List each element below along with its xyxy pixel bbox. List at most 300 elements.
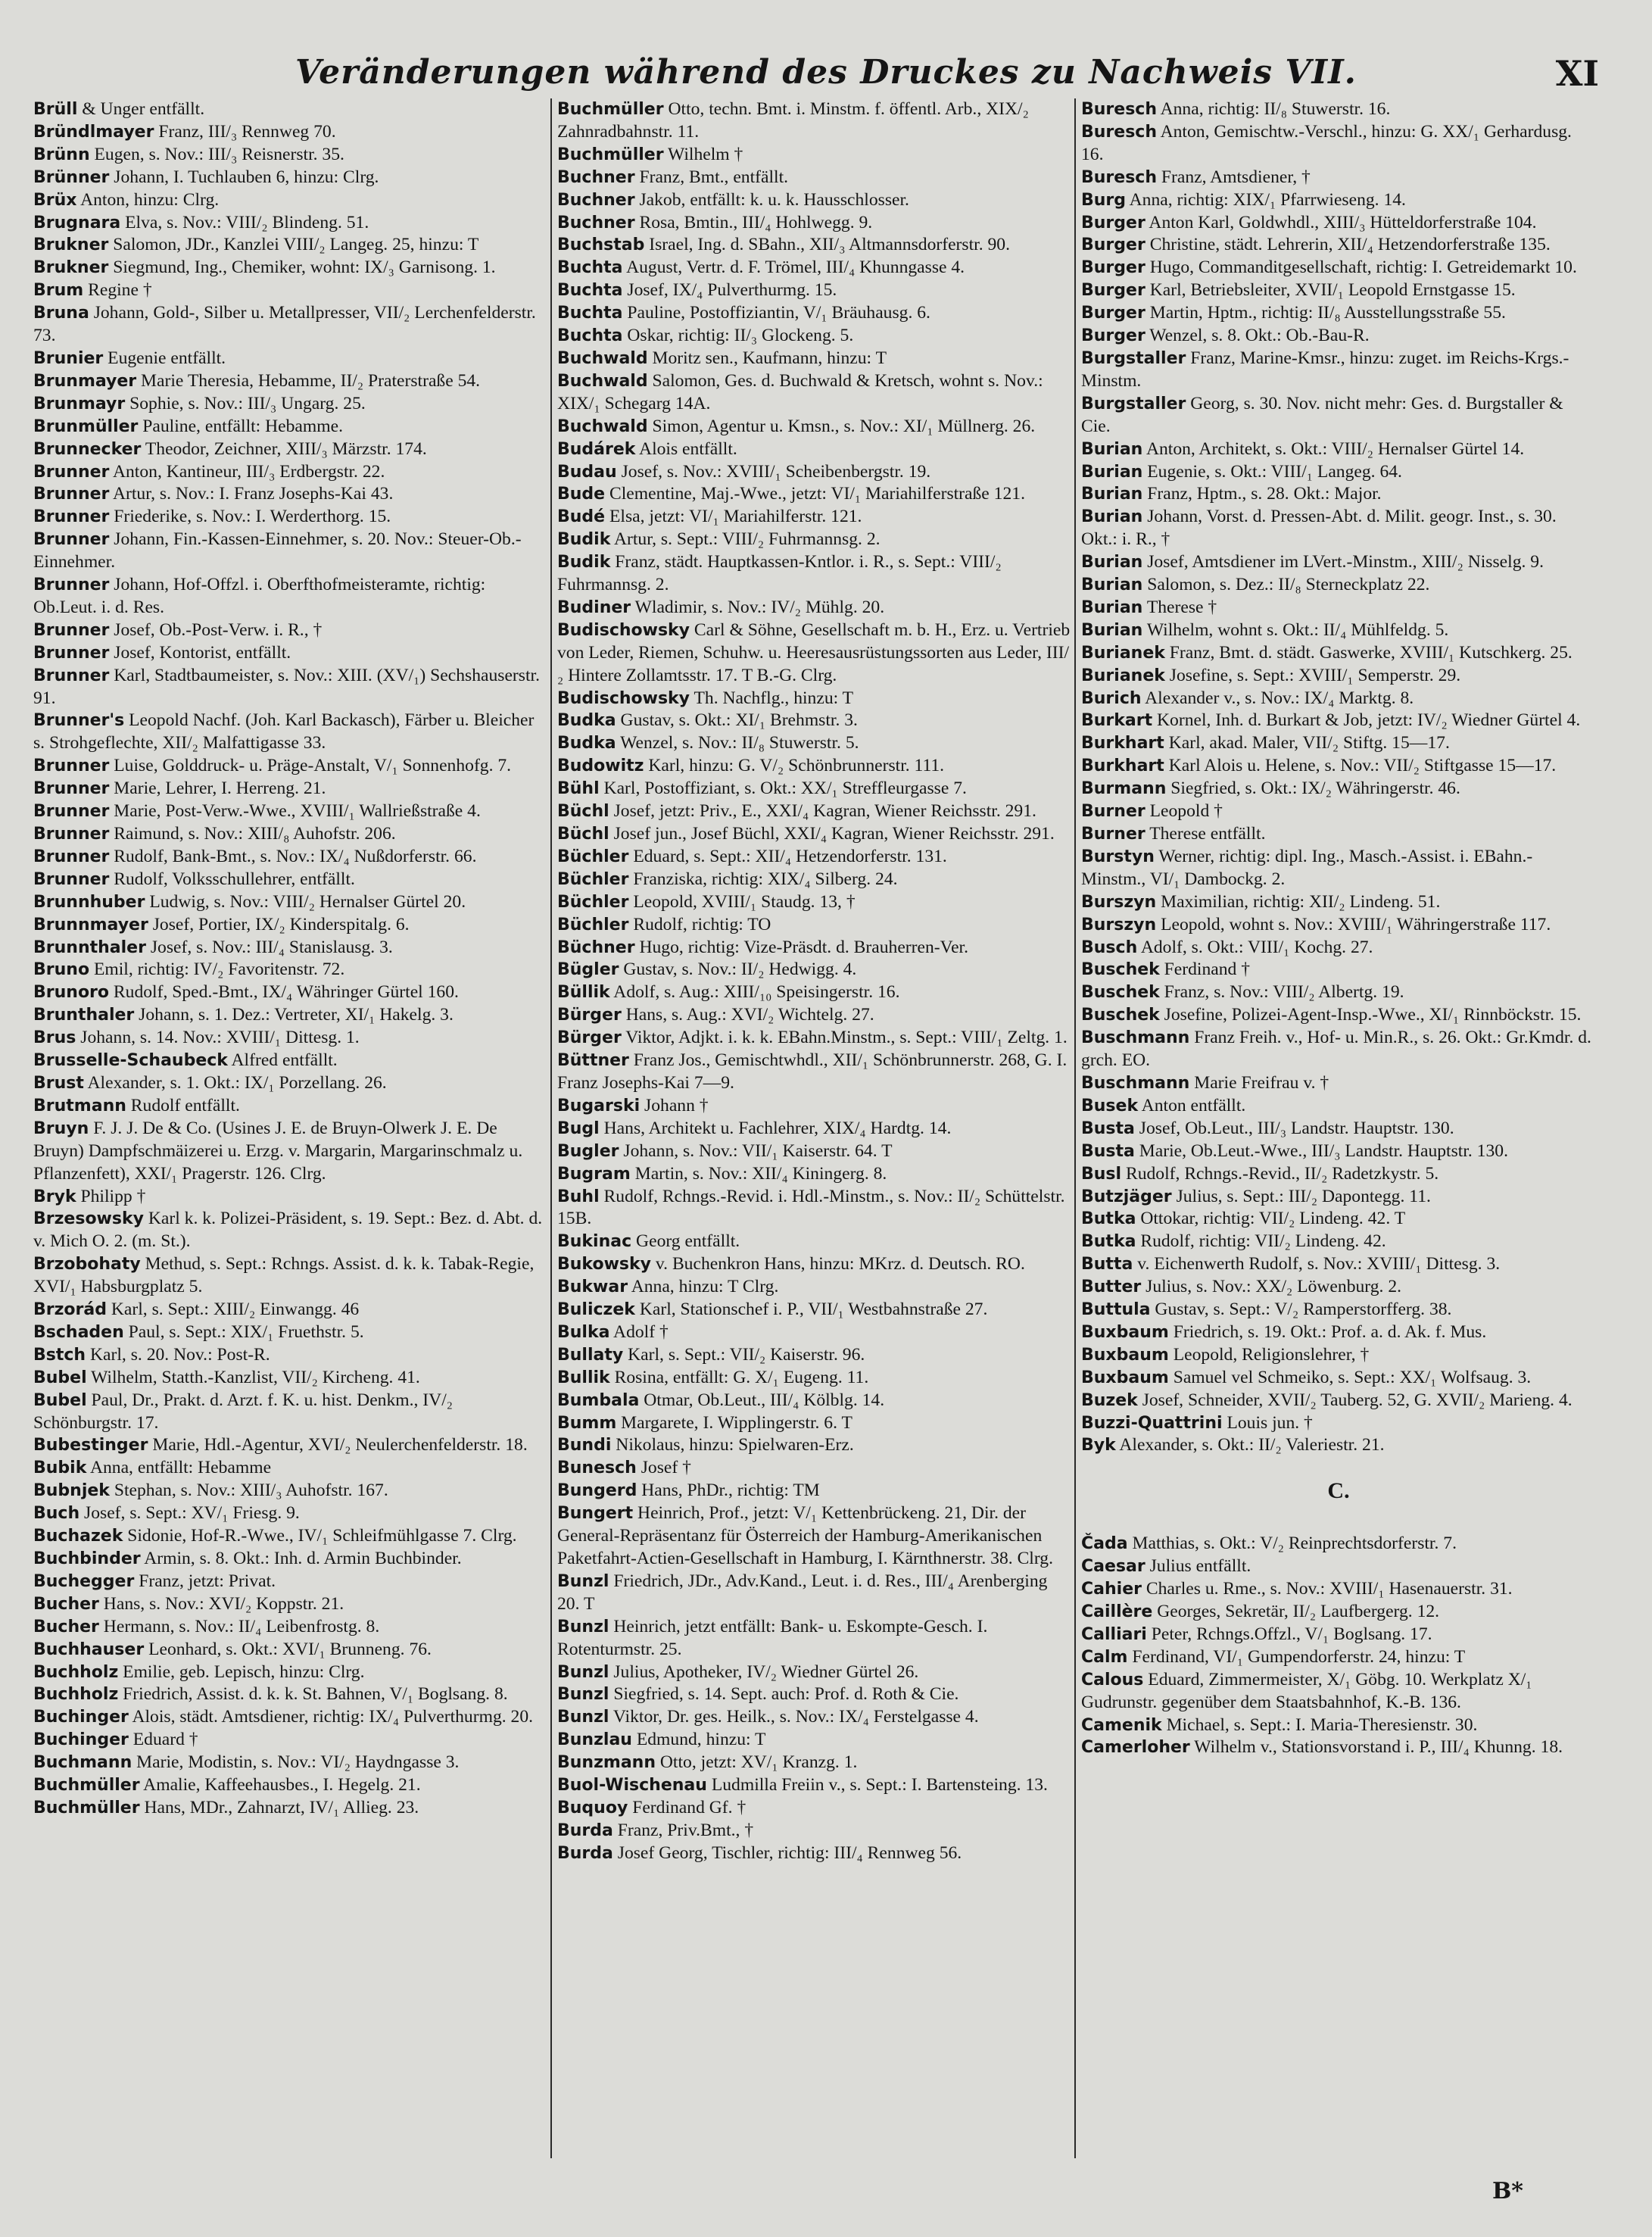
directory-entry (557, 370, 1072, 416)
entry-surname: Burszyn (1081, 892, 1157, 912)
entry-details: Adolf, s. Aug.: XIII/₁₀ Speisingerstr. 16. (609, 982, 900, 1003)
entry-surname: Brunner (33, 643, 110, 663)
entry-surname: Budischowsky (557, 620, 690, 640)
entry-details: Josef, Ob.Leut., III/₃ Landstr. Hauptstr. 130. (1134, 1118, 1454, 1138)
directory-entry (557, 1027, 1072, 1050)
entry-details: Hans, s. Nov.: XVI/₂ Koppstr. 21. (98, 1593, 344, 1614)
directory-entry (1081, 1299, 1596, 1321)
entry-surname: Bunzl (557, 1617, 609, 1636)
directory-entry (33, 279, 548, 302)
entry-surname: Budowitz (557, 757, 644, 776)
entry-surname: Buchbinder (33, 1549, 141, 1568)
directory-entry (33, 257, 548, 279)
entry-surname: Bukwar (557, 1278, 628, 1297)
directory-entry (557, 1390, 1072, 1412)
entry-details: Pauline, entfällt: Hebamme. (138, 416, 343, 436)
directory-entry (557, 257, 1072, 279)
entry-surname: Buchner (557, 213, 635, 232)
directory-entry (33, 1480, 548, 1502)
entry-details: Wenzel, s. 8. Okt.: Ob.-Bau-R. (1145, 326, 1370, 346)
entry-details: Ludmilla Freiin v., s. Sept.: I. Bartensteing. 13. (706, 1775, 1048, 1796)
entry-surname: Calous (1081, 1670, 1144, 1689)
entry-surname: Buchinger (33, 1730, 129, 1750)
entry-details: Luise, Golddruck- u. Präge-Anstalt, V/₁ Sonnenhofg. 7. (109, 756, 512, 776)
entry-surname: Burianek (1081, 666, 1165, 685)
entry-details: Karl Alois u. Helene, s. Nov.: VII/₂ Stiftgasse 15—17. (1164, 756, 1557, 776)
entry-details: Karl, Stationschef i. P., VII/₁ Westbahnstraße 27. (634, 1299, 988, 1320)
entry-surname: Buchta (557, 258, 623, 278)
entry-details: Adolf † (609, 1321, 669, 1342)
entry-surname: Bunzlau (557, 1730, 632, 1750)
entry-surname: Bügler (557, 960, 619, 980)
entry-surname: Buchmüller (33, 1798, 140, 1817)
entry-surname: Brugnara (33, 213, 121, 232)
entry-details: Eduard † (128, 1730, 198, 1750)
directory-entry (557, 1616, 1072, 1661)
directory-entry (1081, 800, 1596, 823)
column-2 (557, 98, 1072, 1865)
entry-surname: Brunnmayer (33, 915, 148, 934)
directory-entry (1081, 1533, 1596, 1555)
entry-surname: Bunesch (557, 1459, 637, 1478)
entry-details: Friedrich, Assist. d. k. k. St. Bahnen, V/₁ Boglsang. 8. (118, 1684, 508, 1705)
directory-entry (33, 234, 548, 257)
entry-details: Karl, hinzu: G. V/₂ Schönbrunnerstr. 111. (644, 756, 945, 776)
directory-entry (33, 619, 548, 642)
entry-surname: Burszyn (1081, 915, 1157, 934)
entry-surname: Butka (1081, 1209, 1136, 1229)
directory-entry (33, 642, 548, 665)
entry-details: Josef, Schneider, XVII/₂ Tauberg. 52, G. XVII/₂ Marieng. 4. (1137, 1390, 1573, 1410)
directory-entry (557, 823, 1072, 846)
entry-surname: Caillère (1081, 1602, 1153, 1621)
entry-details: Georg, s. 30. Nov. nicht mehr: Ges. d. Burgstaller & Cie. (1081, 393, 1563, 436)
entry-details: Eduard, Zimmermeister, X/₁ Göbg. 10. Werkplatz X/₁ Gudrunstr. gegenüber dem Staatsbahnhof, K.-B. 136. (1081, 1669, 1532, 1712)
entry-surname: Buchta (557, 281, 623, 301)
entry-details: Eduard, s. Sept.: XII/₄ Hetzendorferstr. 131. (628, 846, 947, 866)
directory-entry (33, 574, 548, 619)
directory-entry (557, 710, 1072, 732)
entry-surname: Brünner (33, 167, 110, 187)
directory-entry (557, 1706, 1072, 1729)
entry-details: Salomon, Ges. d. Buchwald & Kretsch, wohnt s. Nov.: XIX/₁ Schegarg 14A. (557, 370, 1043, 413)
directory-entry (1081, 1344, 1596, 1367)
entry-details: Josef, Kontorist, entfällt. (109, 642, 291, 663)
entry-details: Raimund, s. Nov.: XIII/₈ Auhofstr. 206. (109, 824, 396, 844)
entry-details: Wilhelm † (663, 144, 743, 164)
entry-surname: Buquoy (557, 1798, 628, 1817)
column-divider (550, 98, 552, 2158)
entry-details: Artur, s. Sept.: VIII/₂ Fuhrmannsg. 2. (610, 529, 881, 550)
entry-details: Rosina, entfällt: G. X/₁ Eugeng. 11. (609, 1367, 869, 1387)
entry-details: Franz, jetzt: Privat. (134, 1571, 276, 1591)
directory-entry (557, 1820, 1072, 1842)
directory-entry (557, 1412, 1072, 1435)
entry-details: Friedrich, s. 19. Okt.: Prof. a. d. Ak. f. Mus. (1168, 1321, 1487, 1342)
directory-entry (557, 914, 1072, 937)
directory-entry (1081, 234, 1596, 257)
entry-surname: Calm (1081, 1647, 1128, 1667)
entry-details: Clementine, Maj.-Wwe., jetzt: VI/₁ Mariahilferstraße 121. (605, 484, 1025, 504)
directory-entry (1081, 393, 1596, 438)
directory-entry (557, 732, 1072, 755)
directory-entry (1081, 1714, 1596, 1737)
directory-entry (1081, 778, 1596, 800)
entry-surname: Bugl (557, 1118, 600, 1138)
entry-details: Regine † (83, 280, 152, 301)
entry-surname: Bubel (33, 1390, 87, 1410)
directory-entry (33, 1774, 548, 1797)
directory-entry (1081, 1321, 1596, 1344)
entry-details: Alois entfällt. (635, 438, 737, 459)
directory-entry (557, 778, 1072, 800)
entry-details: Ludwig, s. Nov.: VIII/₂ Hernalser Gürtel 20. (145, 891, 466, 912)
entry-surname: Butka (1081, 1232, 1136, 1252)
directory-entry (1081, 710, 1596, 732)
entry-surname: Burger (1081, 213, 1145, 232)
entry-details: Anna, richtig: XIX/₁ Pfarrwieseng. 14. (1126, 189, 1406, 210)
directory-entry (557, 869, 1072, 891)
entry-details: Karl, s. 20. Nov.: Post-R. (86, 1344, 270, 1365)
directory-entry (557, 688, 1072, 710)
entry-details: Alexander v., s. Nov.: IX/₄ Marktg. 8. (1141, 688, 1414, 708)
directory-entry (33, 1390, 548, 1435)
directory-entry (33, 665, 548, 710)
entry-surname: Bullaty (557, 1345, 624, 1365)
entry-surname: Bubnjek (33, 1481, 110, 1501)
entry-surname: Buchner (557, 167, 635, 187)
entry-surname: Brunner (33, 462, 110, 482)
directory-entry (33, 891, 548, 914)
entry-details: Charles u. Rme., s. Nov.: XVIII/₁ Hasenauerstr. 31. (1141, 1579, 1513, 1599)
entry-details: Nikolaus, hinzu: Spielwaren-Erz. (611, 1435, 854, 1455)
entry-details: Marie Theresia, Hebamme, II/₂ Praterstraße 54. (136, 370, 481, 391)
entry-details: Georges, Sekretär, II/₂ Laufbergerg. 12. (1152, 1602, 1440, 1621)
entry-surname: Burian (1081, 576, 1143, 595)
entry-details: Edmund, hinzu: T (631, 1730, 766, 1750)
directory-entry (557, 1095, 1072, 1118)
entry-details: Amalie, Kaffeehausbes., I. Hegelg. 21. (139, 1775, 421, 1796)
entry-details: Viktor, Dr. ges. Heilk., s. Nov.: IX/₄ Ferstelgasse 4. (609, 1707, 979, 1727)
entry-details: Eugen, s. Nov.: III/₃ Reisnerstr. 35. (89, 144, 344, 164)
entry-surname: Buxbaum (1081, 1322, 1169, 1342)
entry-details: Alexander, s. 1. Okt.: IX/₁ Porzellang. 26. (83, 1072, 387, 1093)
entry-details: Marie, Lehrer, I. Herreng. 21. (109, 778, 326, 799)
page-number: XI (1555, 53, 1599, 94)
directory-entry (33, 121, 548, 144)
entry-details: Karl, Betriebsleiter, XVII/₁ Leopold Ernstgasse 15. (1145, 280, 1516, 301)
entry-surname: Bunzmann (557, 1753, 656, 1773)
directory-entry (33, 914, 548, 937)
entry-surname: Budárek (557, 439, 636, 459)
entry-surname: Budka (557, 734, 616, 753)
entry-details: Hans, Architekt u. Fachlehrer, XIX/₄ Hardtg. 14. (599, 1118, 952, 1138)
entry-details: Emil, richtig: IV/₂ Favoritenstr. 72. (89, 959, 345, 980)
directory-entry (557, 1571, 1072, 1616)
entry-surname: Burkart (1081, 711, 1153, 731)
entry-details: Anna, richtig: II/₈ Stuwerstr. 16. (1157, 99, 1391, 119)
directory-entry (557, 461, 1072, 484)
entry-details: Paul, Dr., Prakt. d. Arzt. f. K. u. hist. Denkm., IV/₂ Schönburgstr. 17. (33, 1390, 453, 1433)
directory-entry (1081, 1027, 1596, 1072)
directory-entry (557, 529, 1072, 551)
page-header (30, 53, 1622, 95)
entry-surname: Byk (1081, 1436, 1116, 1455)
directory-entry (557, 1186, 1072, 1231)
entry-details: Johann, Vorst. d. Pressen-Abt. d. Milit. geogr. Inst., s. 30. Okt.: i. R., † (1081, 507, 1557, 550)
entry-details: Adolf, s. Okt.: VIII/₁ Kochg. 27. (1137, 937, 1373, 957)
column-1 (33, 98, 548, 1820)
directory-entry (557, 167, 1072, 189)
directory-entry (1081, 1186, 1596, 1209)
directory-entry (557, 800, 1072, 823)
entry-details: Siegfried, s. 14. Sept. auch: Prof. d. Roth & Cie. (609, 1684, 959, 1705)
entry-surname: Brunner (33, 507, 110, 527)
directory-entry (33, 1571, 548, 1593)
directory-entry (33, 1548, 548, 1571)
entry-details: Oskar, richtig: II/₃ Glockeng. 5. (622, 326, 854, 346)
entry-surname: Brunner (33, 869, 110, 889)
directory-entry (557, 551, 1072, 597)
directory-entry (557, 506, 1072, 529)
entry-details: Hans, s. Aug.: XVI/₂ Wichtelg. 27. (621, 1005, 874, 1025)
entry-surname: Burg (1081, 190, 1127, 210)
directory-entry (557, 189, 1072, 212)
entry-details: Sophie, s. Nov.: III/₃ Ungarg. 25. (125, 393, 366, 413)
directory-entry (33, 1661, 548, 1684)
entry-surname: Büchler (557, 847, 629, 866)
entry-surname: Budé (557, 507, 606, 527)
entry-surname: Bukinac (557, 1232, 632, 1252)
entry-details: Wilhelm, wohnt s. Okt.: II/₄ Mühlfeldg. 5. (1142, 619, 1449, 640)
entry-details: Matthias, s. Okt.: V/₂ Reinprechtsdorferstr. 7. (1127, 1533, 1457, 1554)
entry-surname: Bumbala (557, 1390, 640, 1410)
entry-surname: Brukner (33, 236, 109, 255)
directory-entry (557, 416, 1072, 438)
entry-surname: Burkhart (1081, 757, 1164, 776)
directory-entry (33, 846, 548, 869)
entry-surname: Brunier (33, 348, 104, 368)
entry-details: Josefine, s. Sept.: XVIII/₁ Semperstr. 29. (1164, 665, 1461, 685)
entry-details: Maximilian, richtig: XII/₂ Lindeng. 51. (1156, 891, 1441, 912)
directory-entry (33, 1683, 548, 1706)
entry-surname: Čada (1081, 1534, 1128, 1554)
directory-entry (1081, 1412, 1596, 1435)
entry-details: Karl, akad. Maler, VII/₂ Stiftg. 15—17. (1164, 733, 1450, 753)
entry-details: Josef, IX/₄ Pulverthurmg. 15. (622, 280, 837, 301)
directory-entry (1081, 1578, 1596, 1601)
entry-surname: Burgstaller (1081, 394, 1186, 413)
entry-details: Franz Freih. v., Hof- u. Min.R., s. 26. Okt.: Gr.Kmdr. d. grch. EO. (1081, 1028, 1591, 1071)
entry-details: Alfred entfällt. (227, 1050, 338, 1071)
entry-surname: Busta (1081, 1141, 1135, 1161)
entry-details: Peter, Rchngs.Offzl., V/₁ Boglsang. 17. (1146, 1624, 1432, 1644)
entry-surname: Bubestinger (33, 1436, 148, 1455)
entry-details: Marie Freifrau v. † (1189, 1072, 1329, 1093)
directory-entry (557, 1752, 1072, 1774)
entry-details: Artur, s. Nov.: I. Franz Josephs-Kai 43. (109, 484, 394, 504)
entry-surname: Budik (557, 553, 611, 573)
entry-surname: Bruna (33, 304, 89, 323)
entry-surname: Brunoro (33, 983, 110, 1003)
entry-details: Anton, hinzu: Clrg. (76, 189, 220, 210)
entry-surname: Caesar (1081, 1557, 1145, 1577)
entry-details: Johann, s. Nov.: VII/₁ Kaiserstr. 64. T (619, 1140, 893, 1161)
entry-surname: Buchegger (33, 1571, 135, 1591)
entry-details: Anton entfällt. (1138, 1095, 1246, 1115)
entry-surname: Buchta (557, 304, 623, 323)
entry-details: Gustav, s. Nov.: II/₂ Hedwigg. 4. (619, 959, 857, 980)
entry-details: Gustav, s. Okt.: XI/₁ Brehmstr. 3. (616, 710, 858, 731)
directory-entry (1081, 257, 1596, 279)
entry-surname: Burian (1081, 485, 1143, 504)
entry-details: Jakob, entfällt: k. u. k. Hausschlosser. (634, 189, 909, 210)
entry-surname: Buxbaum (1081, 1368, 1169, 1387)
entry-details: Emilie, geb. Lepisch, hinzu: Clrg. (118, 1661, 365, 1682)
entry-details: Hermann, s. Nov.: II/₄ Leibenfrostg. 8. (98, 1616, 380, 1636)
directory-entry (33, 1050, 548, 1072)
entry-details: Werner, richtig: dipl. Ing., Masch.-Assist. i. EBahn.-Minstm., VI/₁ Dambockg. 2. (1081, 846, 1533, 889)
entry-details: Johann, Hof-Offzl. i. Oberfthofmeisteramte, richtig: Ob.Leut. i. d. Res. (33, 575, 486, 617)
directory-entry (33, 1639, 548, 1661)
directory-entry (1081, 1276, 1596, 1299)
directory-entry (557, 1842, 1072, 1865)
entry-details: Leonhard, s. Okt.: XVI/₁ Brunneng. 76. (144, 1639, 432, 1659)
directory-entry (557, 1004, 1072, 1027)
entry-surname: Burda (557, 1820, 613, 1840)
entry-details: Israel, Ing. d. SBahn., XII/₃ Altmannsdorferstr. 90. (644, 235, 1010, 255)
entry-surname: Bucher (33, 1617, 99, 1636)
entry-details: v. Eichenwerth Rudolf, s. Nov.: XVIII/₁ Dittesg. 3. (1133, 1254, 1501, 1274)
entry-surname: Büchner (557, 938, 635, 957)
directory-entry (1081, 1646, 1596, 1669)
entry-details: Theodor, Zeichner, XIII/₃ Märzstr. 174. (141, 438, 427, 459)
entry-surname: Bungert (557, 1504, 634, 1524)
directory-entry (557, 1480, 1072, 1502)
entry-details: Anton, Architekt, s. Okt.: VIII/₂ Hernalser Gürtel 14. (1142, 438, 1525, 459)
entry-surname: Buchstab (557, 236, 645, 255)
directory-entry (557, 325, 1072, 348)
entry-surname: Burian (1081, 553, 1143, 573)
entry-surname: Burian (1081, 620, 1143, 640)
directory-entry (1081, 665, 1596, 688)
entry-surname: Brüx (33, 190, 77, 210)
entry-surname: Buchwald (557, 371, 648, 391)
entry-surname: Butter (1081, 1278, 1142, 1297)
entry-details: Franz, Bmt., entfällt. (634, 167, 789, 187)
directory-entry (1081, 1140, 1596, 1163)
entry-details: Josef, Portier, IX/₂ Kinderspitalg. 6. (148, 914, 410, 934)
directory-entry (33, 1004, 548, 1027)
directory-entry (1081, 914, 1596, 937)
directory-entry (1081, 121, 1596, 167)
entry-details: Josef jun., Josef Büchl, XXI/₄ Kagran, Wiener Reichsstr. 291. (609, 824, 1055, 844)
directory-entry (557, 302, 1072, 325)
entry-details: Anna, hinzu: T Clrg. (628, 1277, 779, 1297)
directory-entry (33, 1072, 548, 1095)
entry-details: Wladimir, s. Nov.: IV/₂ Mühlg. 20. (631, 597, 885, 617)
entry-details: Marie, Hdl.-Agentur, XVI/₂ Neulerchenfelderstr. 18. (148, 1435, 528, 1455)
directory-entry (557, 755, 1072, 778)
directory-entry (1081, 1163, 1596, 1186)
entry-details: Leopold, wohnt s. Nov.: XVIII/₁ Währingerstraße 117. (1156, 914, 1551, 934)
directory-entry (1081, 1555, 1596, 1578)
directory-entry (33, 937, 548, 959)
entry-surname: Bundi (557, 1436, 612, 1455)
entry-details: Armin, s. 8. Okt.: Inh. d. Armin Buchbinder. (140, 1549, 462, 1568)
entry-surname: Bumm (557, 1413, 617, 1433)
entry-details: Karl k. k. Polizei-Präsident, s. 19. Sept.: Bez. d. Abt. d. v. Mich O. 2. (m. St.). (33, 1209, 543, 1252)
entry-surname: Brüll (33, 100, 78, 119)
entry-surname: Bschaden (33, 1322, 124, 1342)
directory-entry (33, 302, 548, 348)
directory-entry (1081, 1601, 1596, 1624)
entry-surname: Buttula (1081, 1300, 1151, 1320)
entry-details: Anna, entfällt: Hebamme (86, 1458, 272, 1478)
directory-entry (33, 869, 548, 891)
entry-details: Otto, jetzt: XV/₁ Kranzg. 1. (656, 1752, 858, 1773)
entry-surname: Bugarski (557, 1096, 641, 1115)
directory-entry (1081, 981, 1596, 1004)
directory-entry (557, 981, 1072, 1004)
directory-entry (33, 1186, 548, 1209)
entry-surname: Busta (1081, 1118, 1135, 1138)
directory-entry (33, 959, 548, 981)
entry-surname: Burstyn (1081, 847, 1155, 866)
directory-entry (33, 212, 548, 235)
directory-entry (33, 1027, 548, 1050)
directory-entry (33, 393, 548, 416)
entry-surname: Calliari (1081, 1624, 1147, 1644)
directory-entry (1081, 1231, 1596, 1253)
directory-entry (557, 1118, 1072, 1140)
entry-details: Johann † (640, 1095, 709, 1115)
entry-surname: Butzjäger (1081, 1187, 1172, 1206)
entry-surname: Burger (1081, 326, 1145, 346)
entry-details: Karl, Postoffiziant, s. Okt.: XX/₁ Streffleurgasse 7. (599, 778, 967, 799)
entry-details: Paul, s. Sept.: XIX/₁ Fruethstr. 5. (123, 1321, 364, 1342)
directory-entry (33, 1344, 548, 1367)
entry-details: Eugenie entfällt. (103, 348, 226, 368)
entry-details: Leopold † (1145, 801, 1223, 822)
entry-surname: Buchinger (33, 1708, 129, 1727)
directory-entry (557, 1253, 1072, 1276)
entry-details: Siegfried, s. Okt.: IX/₂ Währingerstr. 46. (1166, 778, 1460, 799)
entry-details: & Unger entfällt. (77, 99, 205, 119)
entry-details: Ferdinand † (1159, 959, 1251, 980)
directory-entry (1081, 1390, 1596, 1412)
entry-details: Heinrich, Prof., jetzt: V/₁ Kettenbrückeng. 21, Dir. der General-Repräsentanz für Österreich der Hamburg-Amerikanischen Paketfahrt-Actien-Gesellschaft in Hamburg, I. Kärnthnerstr. 38. Clrg. (557, 1503, 1053, 1568)
entry-surname: Bukowsky (557, 1255, 651, 1274)
directory-entry (557, 1661, 1072, 1684)
directory-entry (1081, 959, 1596, 981)
directory-entry (1081, 483, 1596, 506)
entry-surname: Bürger (557, 1028, 622, 1048)
directory-entry (557, 483, 1072, 506)
entry-surname: Bugram (557, 1164, 631, 1184)
directory-entry (33, 1118, 548, 1186)
entry-surname: Buchta (557, 326, 623, 346)
entry-details: Heinrich, jetzt entfällt: Bank- u. Eskompte-Gesch. I. Rotenturmstr. 25. (557, 1616, 988, 1659)
directory-entry (1081, 438, 1596, 461)
directory-entry (1081, 1253, 1596, 1276)
directory-entry (33, 1095, 548, 1118)
entry-surname: Bungerd (557, 1481, 637, 1501)
entry-surname: Brum (33, 281, 84, 301)
entry-details: Hugo, richtig: Vize-Präsdt. d. Brauherren-Ver. (634, 937, 968, 957)
entry-details: Elva, s. Nov.: VIII/₂ Blindeng. 51. (120, 212, 369, 232)
entry-details: Franz, Amtsdiener, † (1157, 167, 1311, 187)
